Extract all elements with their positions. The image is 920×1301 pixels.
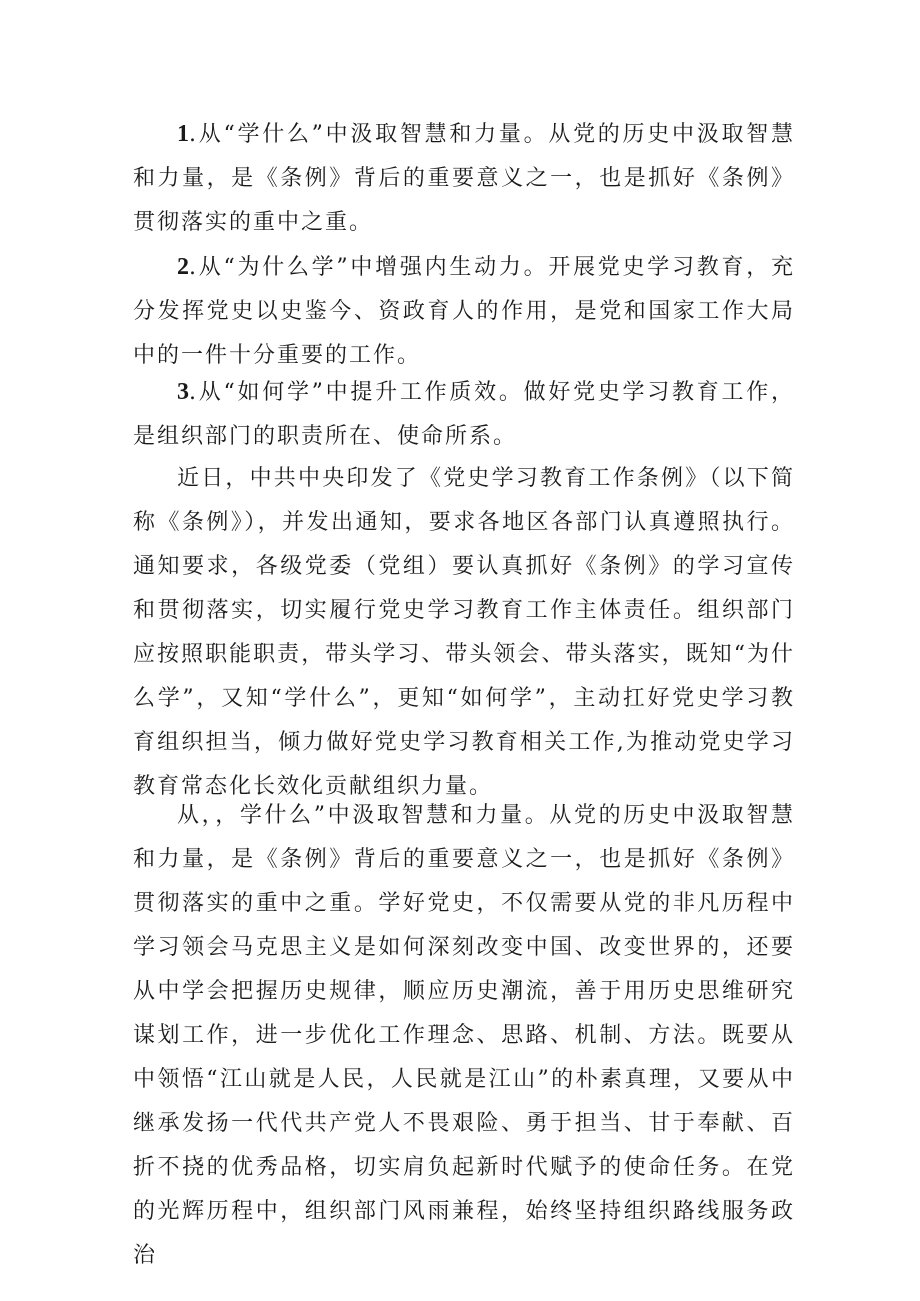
list-item-number: 2: [177, 254, 189, 280]
paragraph-body: 从，，学什么”中汲取智慧和力量。从党的历史中汲取智慧和力量，是《条例》背后的重要意义之一，也是抓好《条例》贯彻落实的重中之重。学好党史，不仅需要从党的非凡历程中学习领会马克思主义是如何深刻改变中国、改变世界的，还要从中学会把握历史规律，顺应历史潮流，善于用历史思维研究谋划工作，进一步优化工作理念、思路、机制、方法。既要从中领悟“江山就是人民，人民就是江山”的朴素真理，又要从中继承发扬一代代共产党人不畏艰险、勇于担当、甘于奉献、百折不挠的优秀品格，切实肩负起新时代赋予的使命任务。在党的光辉历程中，组织部门风雨兼程，始终坚持组织路线服务政治: [133, 803, 795, 1268]
paragraph-notice: 近日，中共中央印发了《党史学习教育工作条例》（以下简称《条例》），并发出通知，要求各地区各部门认真遵照执行。通知要求，各级党委（党组）要认真抓好《条例》的学习宣传和贯彻落实，切实履行党史学习教育工作主体责任。组织部门应按照职能职责，带头学习、带头领会、带头落实，既知“为什么学”，又知“学什么”，更知“如何学”，主动扛好党史学习教育组织担当，倾力做好党史学习教育相关工作,为推动党史学习教育常态化长效化贡献组织力量。: [133, 466, 795, 799]
list-item-1: [133, 112, 795, 245]
list-item-text: .从“为什么学”中增强内生动力。开展党史学习教育，充分发挥党史以史鉴今、资政育人的作用，是党和国家工作大局中的一件十分重要的工作。: [133, 255, 795, 368]
list-item-number: 1: [177, 121, 189, 147]
list-item-2: [133, 245, 795, 378]
list-item-text: .从“如何学”中提升工作质效。做好党史学习教育工作，是组织部门的职责所在、使命所系。: [133, 380, 795, 449]
list-item-3: [133, 370, 795, 459]
list-item-number: 3: [177, 379, 189, 405]
list-item-text: .从“学什么”中汲取智慧和力量。从党的历史中汲取智慧和力量，是《条例》背后的重要意义之一，也是抓好《条例》贯彻落实的重中之重。: [133, 122, 795, 235]
